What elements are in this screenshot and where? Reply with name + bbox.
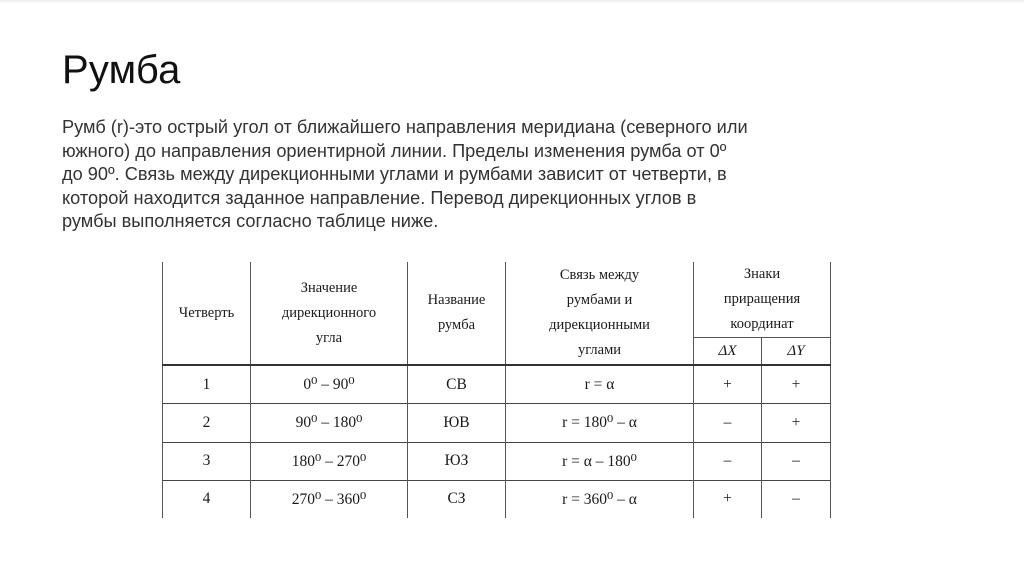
table-row xyxy=(163,365,831,404)
cell-quarter: 4 xyxy=(163,480,251,518)
table-row xyxy=(163,480,831,518)
cell-rumb-name: ЮВ xyxy=(408,404,506,442)
cell-delta-y: – xyxy=(762,442,831,480)
rumb-conversion-table xyxy=(162,262,832,520)
cell-angle: 180⁰ – 270⁰ xyxy=(251,442,408,480)
header-quarter: Четверть xyxy=(163,262,251,365)
cell-relation: r = 360⁰ – α xyxy=(506,480,694,518)
cell-delta-x: + xyxy=(694,365,762,404)
header-angle-value: Значение дирекционного угла xyxy=(251,262,408,365)
cell-delta-y: + xyxy=(762,365,831,404)
cell-delta-y: – xyxy=(762,480,831,518)
cell-angle: 270⁰ – 360⁰ xyxy=(251,480,408,518)
cell-quarter: 1 xyxy=(163,365,251,404)
cell-delta-x: + xyxy=(694,480,762,518)
table-row xyxy=(163,404,831,442)
cell-rumb-name: СВ xyxy=(408,365,506,404)
cell-quarter: 3 xyxy=(163,442,251,480)
header-relation: Связь между румбами и дирекционными углами xyxy=(506,262,694,365)
conversion-table xyxy=(162,262,831,518)
cell-rumb-name: СЗ xyxy=(408,480,506,518)
cell-angle: 90⁰ – 180⁰ xyxy=(251,404,408,442)
table-row xyxy=(163,442,831,480)
header-signs: Знаки приращения координат xyxy=(694,262,831,338)
cell-angle: 0⁰ – 90⁰ xyxy=(251,365,408,404)
header-delta-y: ΔY xyxy=(762,338,831,366)
definition-paragraph: Румб (r)-это острый угол от ближайшего направления меридиана (северного или южного) до направления ориентирной линии. Пределы изменения румба от 0º до 90º. Связь между дирекционными углами и румбами зависит от четверти, в которой находится заданное направление. Перевод дирекционных углов в румбы выполняется согласно таблице ниже. xyxy=(62,117,748,231)
cell-delta-x: – xyxy=(694,442,762,480)
cell-delta-x: – xyxy=(694,404,762,442)
header-rumb-name: Название румба xyxy=(408,262,506,365)
cell-quarter: 2 xyxy=(163,404,251,442)
slide-top-border xyxy=(0,0,1024,4)
cell-relation: r = α xyxy=(506,365,694,404)
cell-rumb-name: ЮЗ xyxy=(408,442,506,480)
cell-delta-y: + xyxy=(762,404,831,442)
cell-relation: r = 180⁰ – α xyxy=(506,404,694,442)
slide-title: Румба xyxy=(62,48,181,92)
header-delta-x: ΔX xyxy=(694,338,762,366)
cell-relation: r = α – 180⁰ xyxy=(506,442,694,480)
